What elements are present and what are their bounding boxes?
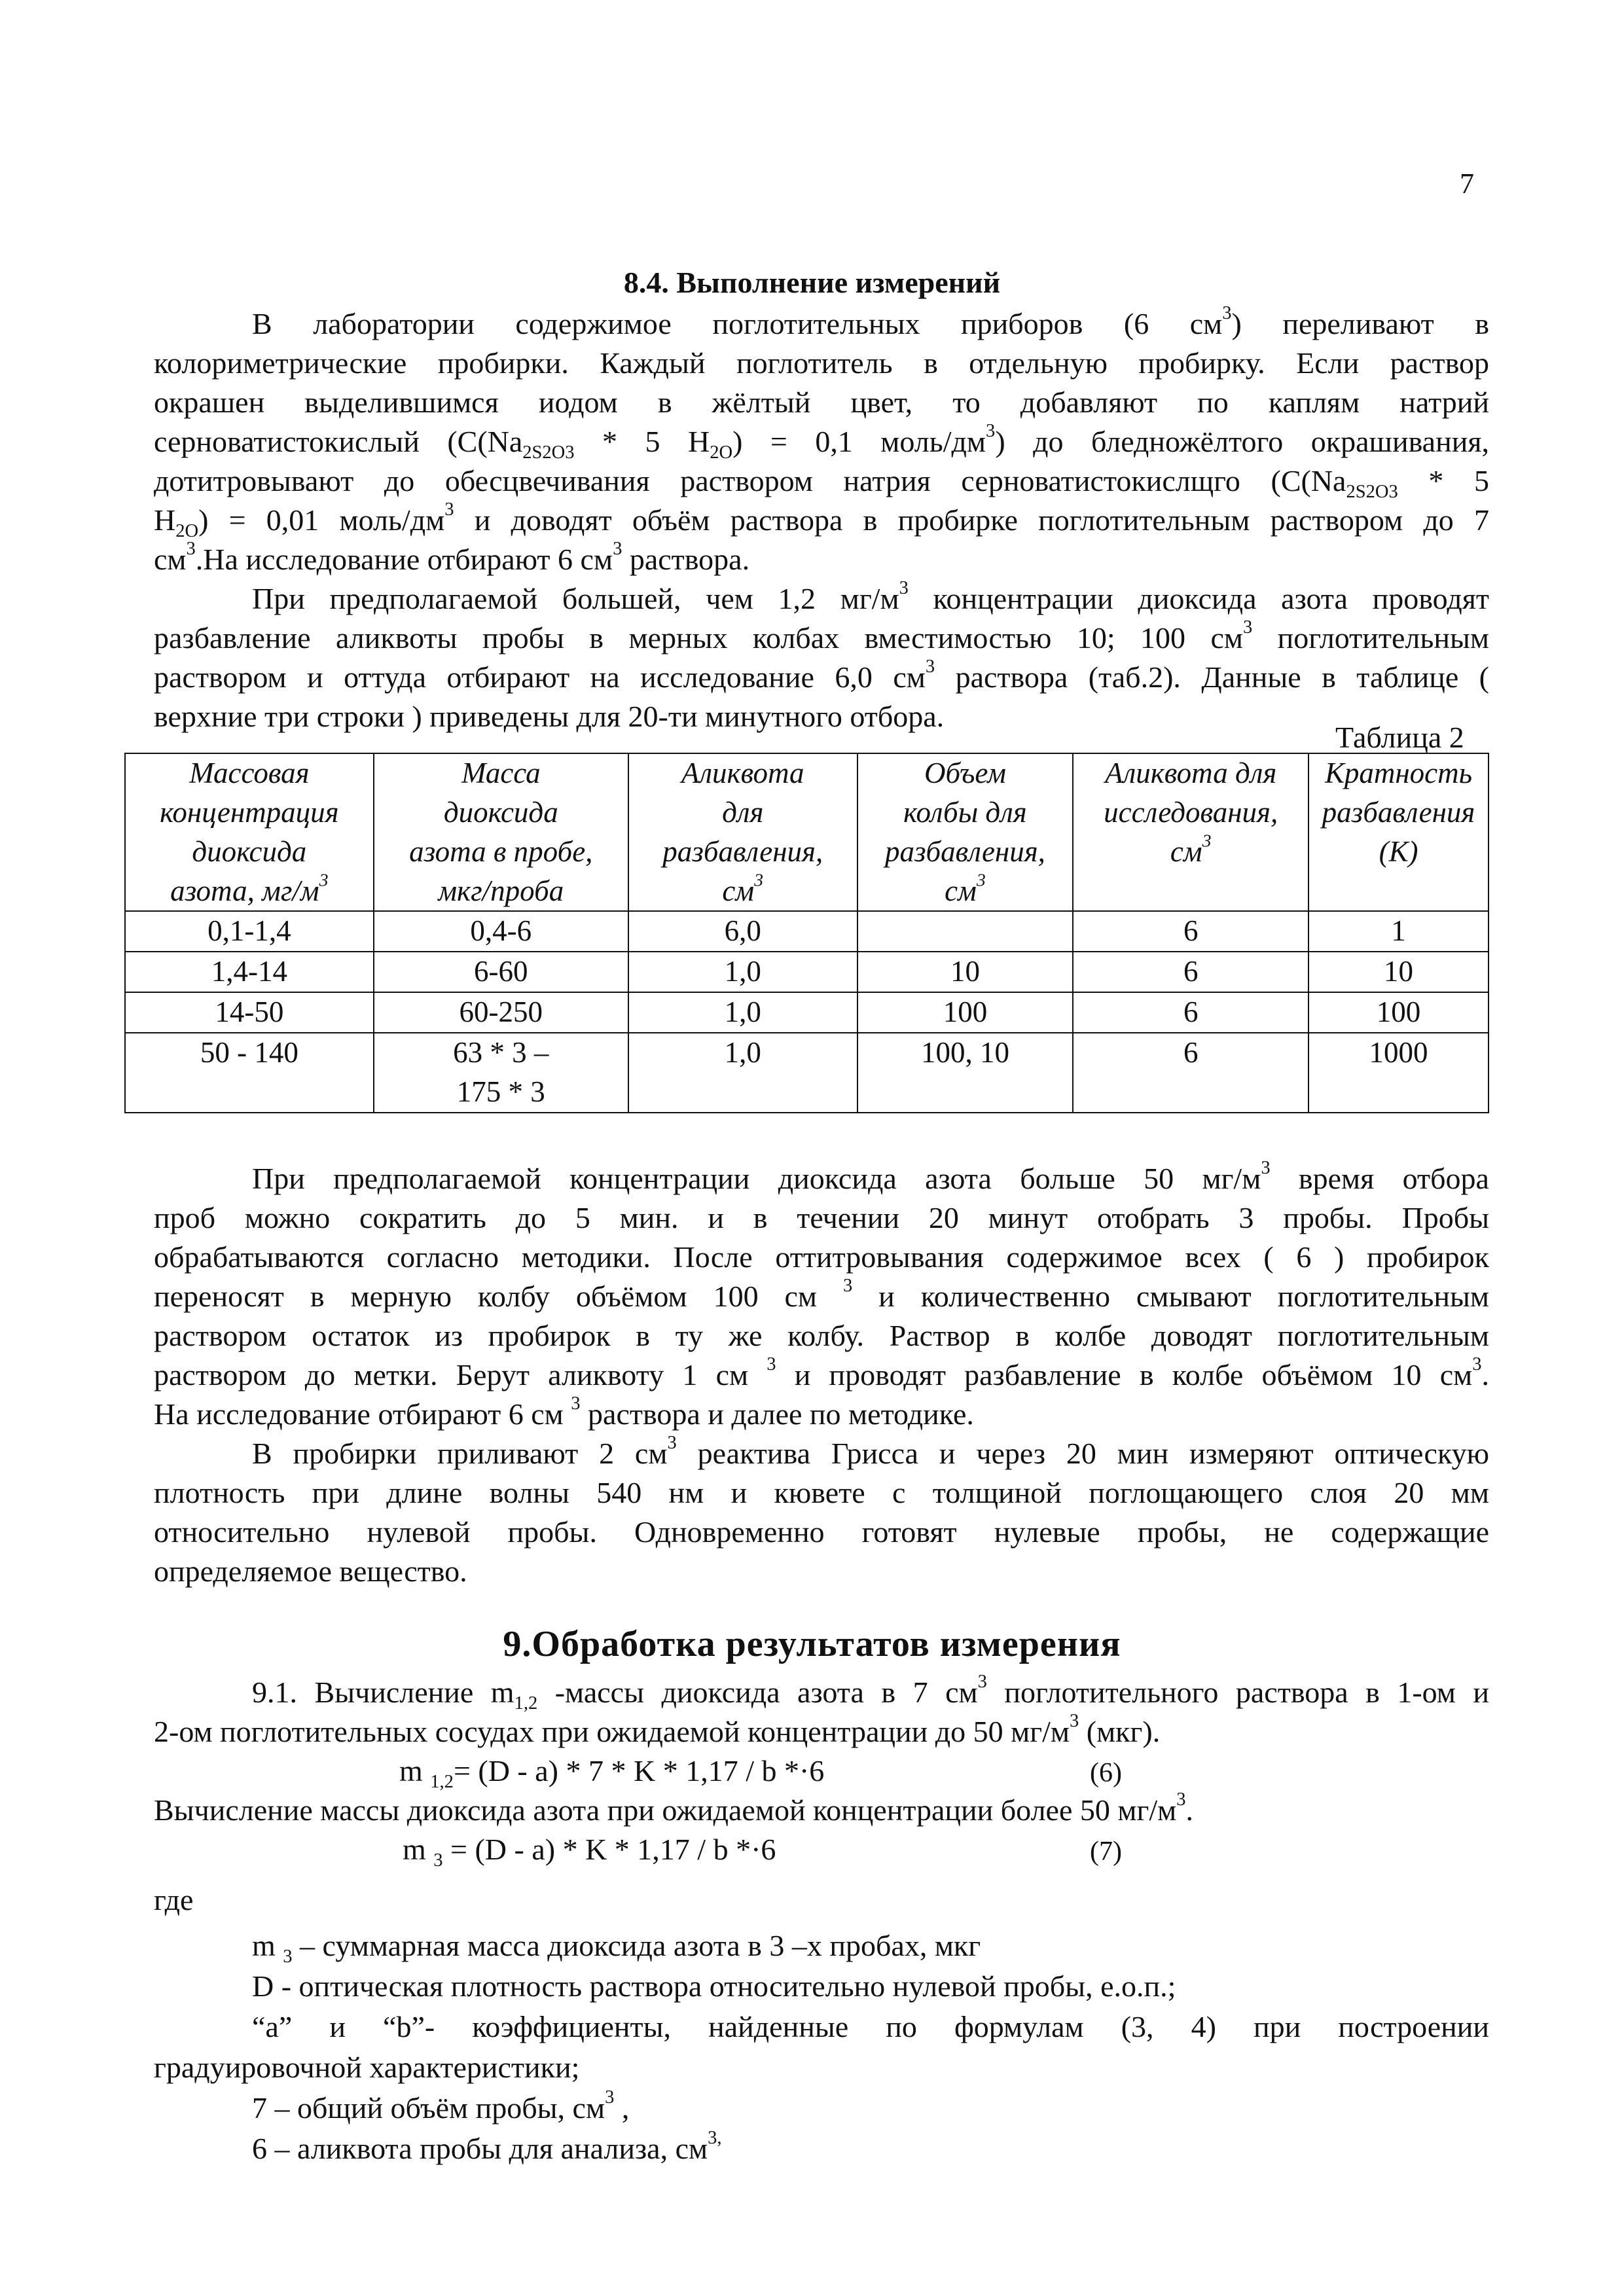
table-header-cell <box>125 753 374 911</box>
p3-line-6: раствором до метки. Берут аликвоту 1 см $^3$ и проводят разбавление в колбе объёмом 10 $см^3$. <box>154 1354 1489 1391</box>
table-cell <box>857 911 1074 952</box>
header-cell-line: Массовая <box>189 757 310 789</box>
table-cell <box>1308 1033 1489 1113</box>
table-cell <box>628 952 857 992</box>
s84-p1-line-7: $см^3.На$ исследование отбирают 6 $см^3$ раствора. <box>154 539 750 576</box>
header-cell-line: для <box>722 795 764 829</box>
header-cell-line: разбавления, <box>884 834 1045 868</box>
table-header-cell <box>1073 753 1308 911</box>
header-cell-line: исследования, <box>1104 795 1278 829</box>
header-cell-line: $см^3$ <box>1170 831 1212 868</box>
table-cell <box>374 1033 628 1113</box>
table-body <box>125 911 1489 1112</box>
table-header-cell <box>374 753 628 911</box>
cell-line: 10 <box>950 955 980 988</box>
p4-line-2: плотность при длине волны 540 нм и кювете с толщиной поглощающего слоя 20 мм <box>154 1476 1489 1509</box>
s84-p1-line-2: колориметрические пробирки. Каждый поглотитель в отдельную пробирку. Если раствор <box>154 346 1489 380</box>
p3-line-7: На исследование отбирают 6 см $^3$ раствора и далее по методике. <box>154 1393 974 1431</box>
header-cell-line: Масса <box>461 757 541 789</box>
def-ab: “a” и “b”- коэффициенты, найденные по формулам (3, 4) при построении <box>252 2010 1489 2043</box>
table-header-cell <box>628 753 857 911</box>
header-cell-line: разбавления <box>1322 795 1475 829</box>
formula-6: m $_{1,2}$= (D - a) * 7 * K * 1,17 / b *·6 <box>399 1754 825 1792</box>
header-cell-line: $см^3$ <box>722 870 764 907</box>
table-cell <box>374 992 628 1033</box>
cell-line: 60-250 <box>459 996 543 1029</box>
table-cell <box>374 911 628 952</box>
cell-line: 6 <box>1183 955 1199 988</box>
section-8-4-heading: 8.4. Выполнение измерений <box>623 266 1001 299</box>
s84-p2-line-2: разбавление аликвоты пробы в мерных колбах вместимостью 10; 100 $см^3$ поглотительным <box>154 617 1489 655</box>
table-cell <box>125 952 374 992</box>
table-cell <box>1073 992 1308 1033</box>
s9-line-3: Вычисление массы диоксида азота при ожидаемой концентрации более 50 $мг/м^3$. <box>154 1789 1193 1827</box>
header-cell-line: (К) <box>1379 834 1418 868</box>
table-cell <box>1308 911 1489 952</box>
header-cell-line: $см^3$ <box>945 870 986 907</box>
p3-line-3: обрабатываются согласно методики. После оттитровывания содержимое всех ( 6 ) пробирок <box>154 1240 1489 1274</box>
p3-line-1: При предполагаемой концентрации диоксида азота больше 50 $мг/м^3$ время отбора <box>252 1158 1489 1195</box>
s84-p1-line-1: В лаборатории содержимое поглотительных приборов (6 $см^3$) переливают в <box>252 303 1489 340</box>
cell-line: 1 <box>1391 914 1406 948</box>
table-cell <box>125 911 374 952</box>
table-cell <box>857 1033 1074 1113</box>
table-cell <box>1073 911 1308 952</box>
header-cell-line: концентрация <box>160 795 339 829</box>
table-row <box>125 952 1489 992</box>
header-cell-line: диоксида <box>443 795 558 829</box>
header-cell-line: Кратность <box>1324 757 1473 789</box>
table-2 <box>124 753 1489 1113</box>
cell-line: 0,4-6 <box>470 914 532 948</box>
p4-line-4: определяемое вещество. <box>154 1554 467 1588</box>
table-cell <box>628 911 857 952</box>
cell-line: 1,0 <box>724 1035 761 1069</box>
p3-line-2: проб можно сократить до 5 мин. и в течении 20 минут отобрать 3 пробы. Пробы <box>154 1201 1489 1234</box>
cell-line <box>865 912 1066 951</box>
s84-p2-line-3: раствором и оттуда отбирают на исследование 6,0 $см^3$ раствора (таб.2). Данные в таблице ( <box>154 656 1489 694</box>
table-cell <box>1308 952 1489 992</box>
page-number: 7 <box>1460 168 1474 200</box>
cell-line: 100 <box>943 996 988 1029</box>
table-cell <box>1308 992 1489 1033</box>
p3-line-5: раствором остаток из пробирок в ту же колбу. Раствор в колбе доводят поглотительным <box>154 1319 1489 1352</box>
table-cell <box>628 992 857 1033</box>
s84-p2-line-4: верхние три строки ) приведены для 20-ти минутного отбора. <box>154 700 945 733</box>
header-cell-line: азота в пробе, <box>409 834 593 868</box>
header-cell-line: мкг/проба <box>438 874 564 907</box>
table-row <box>125 992 1489 1033</box>
table-header-cell <box>857 753 1074 911</box>
header-cell-line: колбы для <box>903 795 1027 829</box>
header-cell-line: разбавления, <box>662 834 823 868</box>
cell-line: 6-60 <box>474 955 528 988</box>
table-cell <box>125 992 374 1033</box>
table-header-row <box>125 753 1489 911</box>
formula-7: m $_3$ = (D - a) * K * 1,17 / b *·6 <box>403 1833 776 1871</box>
header-cell-line: диоксида <box>192 834 307 868</box>
cell-line: 1,4-14 <box>211 955 287 988</box>
cell-line: 1,0 <box>724 955 761 988</box>
p4-line-1: В пробирки приливают 2 $см^3$ реактива Грисса и через 20 мин измеряют оптическую <box>252 1433 1490 1470</box>
table-2-caption: Таблица 2 <box>1335 721 1464 754</box>
def-d: D - оптическая плотность раствора относительно нулевой пробы, е.о.п.; <box>252 1969 1176 2003</box>
p4-line-3: относительно нулевой пробы. Одновременно готовят нулевые пробы, не содержащие <box>154 1515 1489 1549</box>
cell-line: 6 <box>1183 1035 1199 1069</box>
cell-line: 0,1-1,4 <box>208 914 291 948</box>
def-ab-cont: градуировочной характеристики; <box>154 2051 580 2084</box>
s84-p1-line-4: серноватистокислый ($C(Na_{2S2O3} * 5$ $H_{2O}) = 0,1$ моль/$дм^3$) до бледножёлтого окрашивания, <box>154 421 1489 463</box>
cell-line: 6 <box>1183 996 1199 1029</box>
cell-line: 10 <box>1384 955 1414 988</box>
def-m3: m $_3$ – суммарная масса диоксида азота в 3 –х пробах, мкг <box>252 1929 981 1967</box>
formula-6-number: (6) <box>1090 1758 1122 1788</box>
where-label: где <box>154 1883 194 1916</box>
table-cell <box>857 952 1074 992</box>
header-cell-line: азота, $мг/м^3$ <box>170 870 329 907</box>
table-header-cell <box>1308 753 1489 911</box>
s9-line-1: 9.1. Вычисление $m_{1,2}$ -массы диоксида азота в 7 $см^3$ поглотительного раствора в 1-ом и <box>252 1672 1490 1713</box>
cell-line: 50 - 140 <box>200 1035 298 1069</box>
cell-line: 6,0 <box>724 914 761 948</box>
def-6: 6 – аликвота пробы для анализа, $см^{3,}$ <box>252 2128 722 2165</box>
cell-line: 6 <box>1183 914 1199 948</box>
def-7: 7 – общий объём пробы, $см^3$ , <box>252 2087 630 2125</box>
table-row <box>125 1033 1489 1113</box>
cell-line: 100, 10 <box>920 1035 1009 1069</box>
cell-line: 175 * 3 <box>456 1075 545 1108</box>
table-cell <box>628 1033 857 1113</box>
cell-line: 63 * 3 – <box>453 1035 549 1069</box>
cell-line: 1000 <box>1369 1035 1428 1069</box>
s9-line-2: 2-ом поглотительных сосудах при ожидаемой концентрации до 50 $мг/м^3$ (мкг). <box>154 1711 1161 1748</box>
s84-p1-line-6: $H_{2O}) = 0,01$ моль/$дм^3$ и доводят объём раствора в пробирке поглотительным раствором до 7 <box>154 499 1489 541</box>
header-cell-line: Объем <box>924 757 1006 789</box>
header-cell-line: Аликвота для <box>1105 757 1277 789</box>
table-cell <box>857 992 1074 1033</box>
cell-line: 1,0 <box>724 996 761 1029</box>
s84-p1-line-3: окрашен выделившимся иодом в жёлтый цвет, то добавляют по каплям натрий <box>154 386 1489 419</box>
cell-line: 100 <box>1376 996 1421 1029</box>
s84-p2-line-1: При предполагаемой большей, чем 1,2 $мг/м^3$ концентрации диоксида азота проводят <box>252 578 1489 615</box>
section-9-heading: 9.Обработка результатов измерения <box>503 1624 1121 1664</box>
table-cell <box>125 1033 374 1113</box>
table-cell <box>374 952 628 992</box>
cell-line: 14-50 <box>215 996 284 1029</box>
table-row <box>125 911 1489 952</box>
table-cell <box>1073 952 1308 992</box>
table-cell <box>1073 1033 1308 1113</box>
p3-line-4: переносят в мерную колбу объёмом 100 см $^3$ и количественно смывают поглотительным <box>154 1276 1489 1313</box>
header-cell-line: Аликвота <box>681 757 804 789</box>
s84-p1-line-5: дотитровывают до обесцвечивания раствором натрия серноватистокислщго ($C(Na_{2S2O3} * 5$ <box>154 464 1489 502</box>
formula-7-number: (7) <box>1090 1837 1122 1867</box>
